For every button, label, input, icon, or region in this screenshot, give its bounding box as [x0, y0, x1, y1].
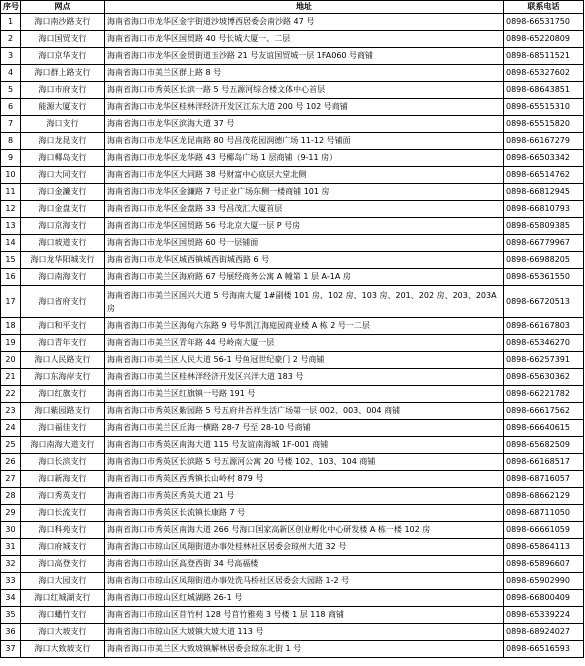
cell-num: 4 — [1, 65, 21, 82]
cell-phone: 0898-65682509 — [504, 437, 584, 454]
table-row — [1, 556, 584, 573]
table-row — [1, 522, 584, 539]
cell-phone: 0898-66640615 — [504, 420, 584, 437]
cell-num: 6 — [1, 99, 21, 116]
cell-branch-name: 海口群上路支行 — [21, 65, 105, 82]
cell-phone: 0898-66257391 — [504, 352, 584, 369]
cell-phone: 0898-68924027 — [504, 624, 584, 641]
cell-num: 23 — [1, 403, 21, 420]
cell-branch-name: 海口龙华阳城支行 — [21, 252, 105, 269]
cell-num: 29 — [1, 505, 21, 522]
cell-address: 海南省海口市龙华区龙华路 43 号椰岛广场 1 层商铺（9-11 房） — [105, 150, 504, 167]
cell-branch-name: 海口省府支行 — [21, 286, 105, 318]
cell-phone: 0898-65220809 — [504, 31, 584, 48]
cell-phone: 0898-68716057 — [504, 471, 584, 488]
cell-branch-name: 海口人民路支行 — [21, 352, 105, 369]
cell-address: 海南省海口市龙华区金濂路 7 号正业广场东侧一楼商铺 101 房 — [105, 184, 504, 201]
cell-phone: 0898-66617562 — [504, 403, 584, 420]
cell-address: 海南省海口市龙华区国贸路 60 号一层铺面 — [105, 235, 504, 252]
table-row — [1, 65, 584, 82]
table-row — [1, 201, 584, 218]
header-row — [1, 1, 584, 14]
cell-phone: 0898-65515820 — [504, 116, 584, 133]
cell-address: 海南省海口市秀英区长流镇长康路 7 号 — [105, 505, 504, 522]
cell-address: 海南省海口市龙华区金盘路 33 号昌茂汇大厦首层 — [105, 201, 504, 218]
cell-num: 1 — [1, 14, 21, 31]
cell-phone: 0898-66800409 — [504, 590, 584, 607]
cell-num: 21 — [1, 369, 21, 386]
table-row — [1, 318, 584, 335]
table-row — [1, 386, 584, 403]
cell-branch-name: 海口京海支行 — [21, 218, 105, 235]
cell-phone: 0898-66988205 — [504, 252, 584, 269]
cell-branch-name: 海口京华支行 — [21, 48, 105, 65]
cell-phone: 0898-65361550 — [504, 269, 584, 286]
cell-phone: 0898-65630362 — [504, 369, 584, 386]
cell-num: 18 — [1, 318, 21, 335]
cell-num: 2 — [1, 31, 21, 48]
cell-address: 海南省海口市秀英区南海大道 115 号友谊南海城 1F-001 商铺 — [105, 437, 504, 454]
table-row — [1, 133, 584, 150]
cell-branch-name: 海口南沙路支行 — [21, 14, 105, 31]
cell-branch-name: 海口东海岸支行 — [21, 369, 105, 386]
cell-phone: 0898-65902990 — [504, 573, 584, 590]
cell-num: 34 — [1, 590, 21, 607]
cell-branch-name: 海口府城支行 — [21, 539, 105, 556]
table-row — [1, 437, 584, 454]
cell-branch-name: 海口红城湖支行 — [21, 590, 105, 607]
cell-address: 海南省海口市美兰区海府路 67 号展经商务公寓 A 幢第 1 层 A-1A 房 — [105, 269, 504, 286]
table-row — [1, 420, 584, 437]
table-row — [1, 269, 584, 286]
table-row — [1, 539, 584, 556]
header-num: 序号 — [1, 1, 21, 14]
cell-address: 海南省海口市美兰区群上路 8 号 — [105, 65, 504, 82]
cell-address: 海南省海口市琼山区凤翔街道办事处洗马桥社区居委会大园路 1-2 号 — [105, 573, 504, 590]
table-body — [1, 14, 584, 658]
table-header — [1, 1, 584, 14]
cell-branch-name: 海口紫园路支行 — [21, 403, 105, 420]
cell-num: 26 — [1, 454, 21, 471]
cell-branch-name: 海口长流支行 — [21, 505, 105, 522]
cell-phone: 0898-65327602 — [504, 65, 584, 82]
table-row — [1, 167, 584, 184]
cell-phone: 0898-66779967 — [504, 235, 584, 252]
cell-num: 5 — [1, 82, 21, 99]
cell-num: 14 — [1, 235, 21, 252]
cell-branch-name: 海口蟠竹支行 — [21, 607, 105, 624]
cell-branch-name: 海口坡道支行 — [21, 235, 105, 252]
cell-branch-name: 海口大致坡支行 — [21, 641, 105, 658]
cell-address: 海南省海口市龙华区城西镇城西街城西路 6 号 — [105, 252, 504, 269]
table-row — [1, 48, 584, 65]
table-row — [1, 14, 584, 31]
cell-branch-name: 海口福佳支行 — [21, 420, 105, 437]
cell-phone: 0898-65346270 — [504, 335, 584, 352]
cell-branch-name: 海口大同支行 — [21, 167, 105, 184]
cell-num: 15 — [1, 252, 21, 269]
table-row — [1, 369, 584, 386]
table-row — [1, 235, 584, 252]
table-row — [1, 471, 584, 488]
table-row — [1, 607, 584, 624]
cell-phone: 0898-66661059 — [504, 522, 584, 539]
cell-branch-name: 海口长滨支行 — [21, 454, 105, 471]
cell-address: 海南省海口市秀英区紫园路 5 号五府井吾祥生活广场第一层 002、003、004 商铺 — [105, 403, 504, 420]
cell-address: 海南省海口市琼山区红城湖路 26-1 号 — [105, 590, 504, 607]
table-row — [1, 252, 584, 269]
cell-num: 8 — [1, 133, 21, 150]
cell-address: 海南省海口市琼山区凤翔街道办事处桂林社区居委会琼州大道 32 号 — [105, 539, 504, 556]
table-row — [1, 82, 584, 99]
cell-address: 海南省海口市美兰区海甸六东路 9 号华凯江海庭园商业楼 A 栋 2 号一二层 — [105, 318, 504, 335]
cell-branch-name: 海口红旗支行 — [21, 386, 105, 403]
table-row — [1, 286, 584, 318]
header-address: 地址 — [105, 1, 504, 14]
cell-phone: 0898-66167279 — [504, 133, 584, 150]
table-row — [1, 454, 584, 471]
cell-branch-name: 海口龙昆支行 — [21, 133, 105, 150]
cell-address: 海南省海口市秀英区西秀镇长山岭村 879 号 — [105, 471, 504, 488]
cell-num: 36 — [1, 624, 21, 641]
cell-address: 海南省海口市美兰区红旗镇一号路 191 号 — [105, 386, 504, 403]
header-phone: 联系电话 — [504, 1, 584, 14]
cell-branch-name: 海口新海支行 — [21, 471, 105, 488]
header-name: 网点 — [21, 1, 105, 14]
cell-phone: 0898-68643851 — [504, 82, 584, 99]
cell-branch-name: 海口支行 — [21, 116, 105, 133]
cell-address: 海南省海口市龙华区桂林洋经济开发区江东大道 200 号 102 号商铺 — [105, 99, 504, 116]
cell-address: 海南省海口市秀英区长滨路 5 号五源河公寓 20 号楼 102、103、104 商铺 — [105, 454, 504, 471]
cell-branch-name: 海口金濂支行 — [21, 184, 105, 201]
cell-num: 16 — [1, 269, 21, 286]
cell-branch-name: 海口南海大道支行 — [21, 437, 105, 454]
cell-num: 17 — [1, 286, 21, 318]
cell-branch-name: 海口科苑支行 — [21, 522, 105, 539]
cell-branch-name: 海口市府支行 — [21, 82, 105, 99]
table-row — [1, 352, 584, 369]
cell-num: 37 — [1, 641, 21, 658]
cell-address: 海南省海口市龙华区龙昆南路 80 号昌茂花园润德广场 11-12 号铺面 — [105, 133, 504, 150]
table-row — [1, 31, 584, 48]
cell-address: 海南省海口市秀英区长滨一路 5 号五源河综合楼文体中心首层 — [105, 82, 504, 99]
cell-phone: 0898-65864113 — [504, 539, 584, 556]
cell-phone: 0898-66167803 — [504, 318, 584, 335]
cell-phone: 0898-66720513 — [504, 286, 584, 318]
cell-address: 海南省海口市美兰区青年路 44 号岭南大厦一层 — [105, 335, 504, 352]
cell-phone: 0898-66221782 — [504, 386, 584, 403]
cell-phone: 0898-65515310 — [504, 99, 584, 116]
table-row — [1, 573, 584, 590]
cell-branch-name: 海口南海支行 — [21, 269, 105, 286]
cell-phone: 0898-66514762 — [504, 167, 584, 184]
cell-num: 10 — [1, 167, 21, 184]
cell-address: 海南省海口市琼山区苜竹村 128 号苜竹雅苑 3 号楼 1 层 118 商铺 — [105, 607, 504, 624]
cell-num: 22 — [1, 386, 21, 403]
cell-num: 30 — [1, 522, 21, 539]
table-row — [1, 403, 584, 420]
cell-num: 33 — [1, 573, 21, 590]
cell-phone: 0898-66503342 — [504, 150, 584, 167]
cell-branch-name: 海口金盘支行 — [21, 201, 105, 218]
cell-num: 32 — [1, 556, 21, 573]
cell-address: 海南省海口市琼山区高登西街 34 号高福楼 — [105, 556, 504, 573]
table-row — [1, 218, 584, 235]
cell-phone: 0898-66168517 — [504, 454, 584, 471]
cell-phone: 0898-65809385 — [504, 218, 584, 235]
cell-num: 11 — [1, 184, 21, 201]
cell-num: 12 — [1, 201, 21, 218]
cell-branch-name: 海口高登支行 — [21, 556, 105, 573]
cell-branch-name: 海口青年支行 — [21, 335, 105, 352]
cell-branch-name: 能源大厦支行 — [21, 99, 105, 116]
cell-num: 35 — [1, 607, 21, 624]
cell-phone: 0898-66531750 — [504, 14, 584, 31]
table-row — [1, 641, 584, 658]
cell-num: 27 — [1, 471, 21, 488]
table-row — [1, 150, 584, 167]
cell-address: 海南省海口市龙华区滨海大道 37 号 — [105, 116, 504, 133]
cell-address: 海南省海口市龙华区国贸路 56 号北京大厦一层 P 号房 — [105, 218, 504, 235]
cell-num: 19 — [1, 335, 21, 352]
cell-address: 海南省海口市龙华区国贸路 40 号长城大厦一、二层 — [105, 31, 504, 48]
cell-branch-name: 海口大园支行 — [21, 573, 105, 590]
cell-phone: 0898-68511521 — [504, 48, 584, 65]
table-row — [1, 624, 584, 641]
cell-address: 海南省海口市美兰区人民大道 56-1 号鱼冠世纪豪门 2 号商铺 — [105, 352, 504, 369]
cell-branch-name: 海口和平支行 — [21, 318, 105, 335]
table-row — [1, 116, 584, 133]
table-row — [1, 184, 584, 201]
cell-phone: 0898-68662129 — [504, 488, 584, 505]
cell-branch-name: 海口秀英支行 — [21, 488, 105, 505]
cell-phone: 0898-66516593 — [504, 641, 584, 658]
table-row — [1, 505, 584, 522]
cell-phone: 0898-65896607 — [504, 556, 584, 573]
cell-address: 海南省海口市美兰区桂林洋经济开发区兴洋大道 183 号 — [105, 369, 504, 386]
cell-branch-name: 海口椰岛支行 — [21, 150, 105, 167]
cell-num: 20 — [1, 352, 21, 369]
cell-address: 海南省海口市美兰区大致坡镇解林居委会琼东北街 1 号 — [105, 641, 504, 658]
cell-num: 3 — [1, 48, 21, 65]
cell-branch-name: 海口国贸支行 — [21, 31, 105, 48]
table-row — [1, 590, 584, 607]
cell-num: 13 — [1, 218, 21, 235]
table-row — [1, 335, 584, 352]
cell-num: 31 — [1, 539, 21, 556]
cell-address: 海南省海口市秀英区南海大道 266 号海口国家高新区创业孵化中心研发楼 A 栋一楼 102 房 — [105, 522, 504, 539]
cell-address: 海南省海口市龙华区金贸街道玉沙路 21 号友谊国贸城一层 1FA060 号商铺 — [105, 48, 504, 65]
cell-address: 海南省海口市龙华区大同路 38 号财富中心底层大堂北侧 — [105, 167, 504, 184]
cell-num: 28 — [1, 488, 21, 505]
cell-phone: 0898-68711050 — [504, 505, 584, 522]
cell-phone: 0898-65339224 — [504, 607, 584, 624]
cell-branch-name: 海口大坡支行 — [21, 624, 105, 641]
cell-num: 9 — [1, 150, 21, 167]
cell-num: 7 — [1, 116, 21, 133]
cell-address: 海南省海口市美兰区丘海一横路 28-7 号至 28-10 号商铺 — [105, 420, 504, 437]
table-row — [1, 99, 584, 116]
cell-phone: 0898-66812945 — [504, 184, 584, 201]
cell-address: 海南省海口市秀英区秀英大道 21 号 — [105, 488, 504, 505]
cell-address: 海南省海口市美兰区国兴大道 5 号海南大厦 1#副楼 101 房、102 房、103 房、201、202 房、203、203A 房 — [105, 286, 504, 318]
cell-address: 海南省海口市龙华区金宇街道沙坡博西居委会南沙路 47 号 — [105, 14, 504, 31]
cell-num: 25 — [1, 437, 21, 454]
cell-address: 海南省海口市琼山区大坡镇大坡大道 113 号 — [105, 624, 504, 641]
cell-num: 24 — [1, 420, 21, 437]
cell-phone: 0898-66810793 — [504, 201, 584, 218]
table-row — [1, 488, 584, 505]
